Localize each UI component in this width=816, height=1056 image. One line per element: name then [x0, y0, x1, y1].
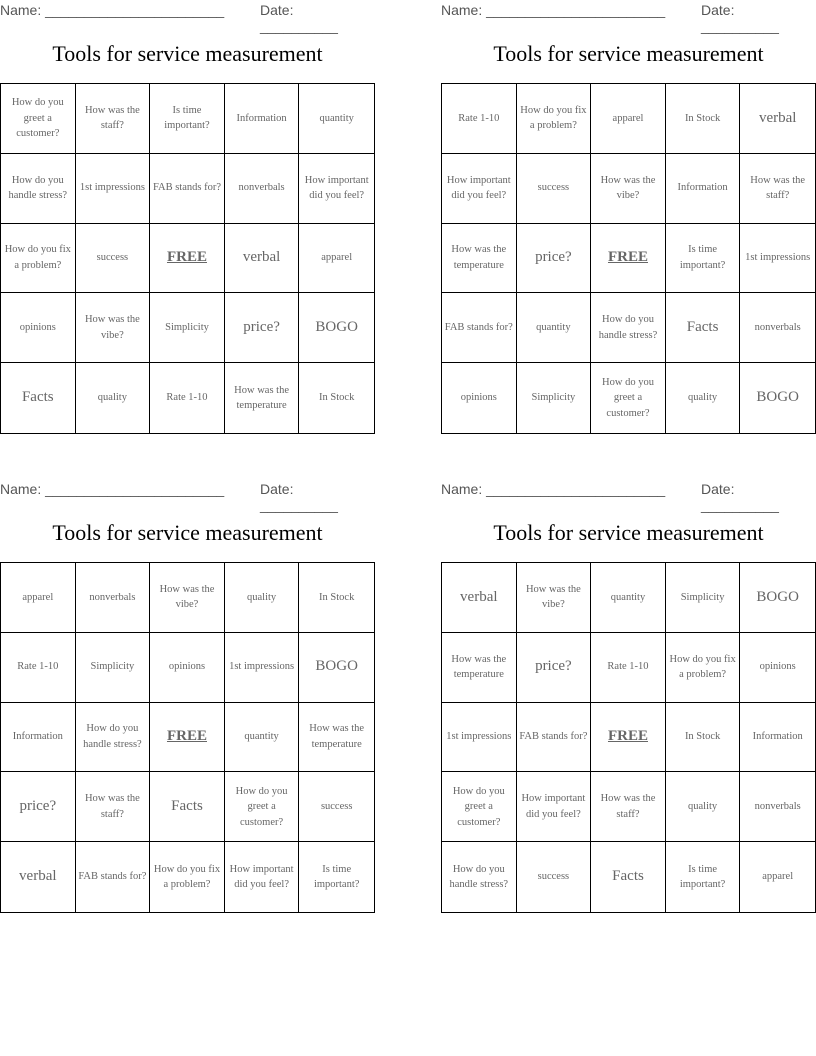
bingo-cell[interactable]: 1st impressions: [76, 154, 151, 224]
bingo-grid: [0, 562, 375, 913]
bingo-cell[interactable]: How do you handle stress?: [442, 842, 517, 912]
bingo-cell[interactable]: Rate 1-10: [591, 633, 666, 703]
bingo-cell[interactable]: How was the temperature: [299, 703, 374, 773]
bingo-cell[interactable]: quality: [225, 563, 300, 633]
bingo-cell[interactable]: Rate 1-10: [150, 363, 225, 433]
bingo-cell[interactable]: How do you handle stress?: [76, 703, 151, 773]
header-line: [0, 2, 375, 34]
bingo-cell[interactable]: success: [76, 224, 151, 294]
bingo-cell[interactable]: nonverbals: [740, 293, 815, 363]
bingo-cell[interactable]: opinions: [1, 293, 76, 363]
bingo-cell[interactable]: Facts: [150, 772, 225, 842]
bingo-cell[interactable]: Rate 1-10: [1, 633, 76, 703]
bingo-cell[interactable]: nonverbals: [225, 154, 300, 224]
date-field[interactable]: Date: __________: [260, 481, 338, 513]
bingo-cell[interactable]: FAB stands for?: [442, 293, 517, 363]
bingo-cell[interactable]: Simplicity: [517, 363, 592, 433]
bingo-cell[interactable]: Facts: [666, 293, 741, 363]
bingo-cell[interactable]: quantity: [225, 703, 300, 773]
bingo-cell[interactable]: BOGO: [299, 633, 374, 703]
bingo-cell[interactable]: Information: [225, 84, 300, 154]
header-line: [441, 2, 816, 34]
card-title: Tools for service measurement: [52, 41, 323, 66]
bingo-cell[interactable]: verbal: [225, 224, 300, 294]
bingo-cell[interactable]: 1st impressions: [225, 633, 300, 703]
bingo-cell[interactable]: apparel: [299, 224, 374, 294]
bingo-cell[interactable]: Facts: [1, 363, 76, 433]
bingo-cell[interactable]: How important did you feel?: [225, 842, 300, 912]
bingo-cell[interactable]: Simplicity: [666, 563, 741, 633]
bingo-cell[interactable]: verbal: [740, 84, 815, 154]
header-line: [0, 481, 375, 513]
bingo-cell[interactable]: FAB stands for?: [517, 703, 592, 773]
bingo-cell[interactable]: How do you greet a customer?: [591, 363, 666, 433]
bingo-cell[interactable]: How was the vibe?: [517, 563, 592, 633]
bingo-cell[interactable]: opinions: [150, 633, 225, 703]
bingo-cell[interactable]: success: [517, 842, 592, 912]
bingo-cell[interactable]: 1st impressions: [442, 703, 517, 773]
bingo-cell[interactable]: Is time important?: [150, 84, 225, 154]
bingo-cell[interactable]: Simplicity: [150, 293, 225, 363]
bingo-cell[interactable]: BOGO: [756, 389, 799, 406]
bingo-cell[interactable]: verbal: [1, 842, 76, 912]
bingo-cell[interactable]: Information: [740, 703, 815, 773]
bingo-cell[interactable]: quality: [666, 363, 741, 433]
bingo-cell[interactable]: Information: [666, 154, 741, 224]
bingo-cell[interactable]: In Stock: [319, 392, 355, 404]
bingo-cell[interactable]: How important did you feel?: [517, 772, 592, 842]
bingo-cell[interactable]: How was the vibe?: [591, 154, 666, 224]
bingo-grid: [441, 83, 816, 434]
bingo-cell[interactable]: Facts: [591, 842, 666, 912]
bingo-cell[interactable]: FAB stands for?: [150, 154, 225, 224]
card-title: Tools for service measurement: [52, 520, 323, 545]
bingo-cell[interactable]: quality: [76, 363, 151, 433]
name-field[interactable]: Name: _______________________: [0, 2, 225, 18]
bingo-cell[interactable]: price?: [1, 772, 76, 842]
bingo-cell[interactable]: In Stock: [666, 703, 741, 773]
bingo-cell[interactable]: nonverbals: [76, 563, 151, 633]
bingo-cell[interactable]: Information: [1, 703, 76, 773]
bingo-cell[interactable]: success: [299, 772, 374, 842]
date-field[interactable]: Date: __________: [260, 2, 338, 34]
bingo-cell[interactable]: BOGO: [299, 293, 374, 363]
bingo-cell[interactable]: Simplicity: [76, 633, 151, 703]
bingo-cell[interactable]: How do you fix a problem?: [666, 633, 741, 703]
name-field[interactable]: Name: _______________________: [0, 481, 225, 497]
name-field[interactable]: Name: _______________________: [441, 481, 666, 497]
bingo-cell[interactable]: In Stock: [299, 563, 374, 633]
bingo-cell[interactable]: quantity: [299, 84, 374, 154]
bingo-cell[interactable]: price?: [517, 633, 592, 703]
bingo-cell[interactable]: How important did you feel?: [299, 154, 374, 224]
free-space[interactable]: FREE: [150, 703, 225, 773]
free-space[interactable]: FREE: [591, 224, 666, 294]
bingo-cell[interactable]: How was the vibe?: [76, 293, 151, 363]
bingo-cell[interactable]: nonverbals: [740, 772, 815, 842]
bingo-cell[interactable]: How do you greet a customer?: [442, 772, 517, 842]
bingo-cell[interactable]: opinions: [442, 363, 517, 433]
bingo-cell[interactable]: How was the temperature: [442, 633, 517, 703]
free-space[interactable]: FREE: [150, 224, 225, 294]
card-title: Tools for service measurement: [493, 520, 764, 545]
bingo-cell[interactable]: success: [517, 154, 592, 224]
bingo-cell[interactable]: apparel: [762, 871, 794, 883]
bingo-cell[interactable]: apparel: [1, 563, 76, 633]
bingo-cell[interactable]: In Stock: [666, 84, 741, 154]
card-title: Tools for service measurement: [493, 41, 764, 66]
bingo-cell[interactable]: 1st impressions: [740, 224, 815, 294]
bingo-cell[interactable]: How do you handle stress?: [591, 293, 666, 363]
bingo-cell[interactable]: How do you greet a customer?: [225, 772, 300, 842]
bingo-cell[interactable]: How was the staff?: [740, 154, 815, 224]
bingo-cell[interactable]: Is time important?: [666, 842, 741, 912]
bingo-cell[interactable]: Is time important?: [666, 224, 741, 294]
bingo-cell[interactable]: BOGO: [740, 563, 815, 633]
bingo-cell[interactable]: How do you fix a problem?: [517, 84, 592, 154]
bingo-cell[interactable]: How was the temperature: [225, 363, 300, 433]
bingo-cell[interactable]: FAB stands for?: [76, 842, 151, 912]
bingo-cell[interactable]: How was the staff?: [76, 84, 151, 154]
header-line: [441, 481, 816, 513]
bingo-cell[interactable]: Rate 1-10: [442, 84, 517, 154]
bingo-cell[interactable]: apparel: [591, 84, 666, 154]
bingo-cell[interactable]: How was the vibe?: [150, 563, 225, 633]
bingo-cell[interactable]: quality: [666, 772, 741, 842]
bingo-cell[interactable]: price?: [225, 293, 300, 363]
bingo-cell[interactable]: How was the temperature: [442, 224, 517, 294]
free-space[interactable]: FREE: [591, 703, 666, 773]
bingo-cell[interactable]: Is time important?: [313, 863, 360, 891]
bingo-cell[interactable]: How do you fix a problem?: [150, 842, 225, 912]
bingo-cell[interactable]: opinions: [740, 633, 815, 703]
bingo-cell[interactable]: verbal: [442, 563, 517, 633]
date-field[interactable]: Date: __________: [701, 2, 779, 34]
bingo-grid: [441, 562, 816, 913]
bingo-cell[interactable]: quantity: [517, 293, 592, 363]
bingo-cell[interactable]: How do you handle stress?: [1, 154, 76, 224]
bingo-cell[interactable]: quantity: [591, 563, 666, 633]
bingo-cell[interactable]: How was the staff?: [76, 772, 151, 842]
date-field[interactable]: Date: __________: [701, 481, 779, 513]
bingo-cell[interactable]: How was the staff?: [591, 772, 666, 842]
bingo-cell[interactable]: How do you fix a problem?: [1, 224, 76, 294]
bingo-grid: [0, 83, 375, 434]
bingo-cell[interactable]: How do you greet a customer?: [1, 84, 76, 154]
bingo-cell[interactable]: price?: [517, 224, 592, 294]
bingo-cell[interactable]: How important did you feel?: [442, 154, 517, 224]
name-field[interactable]: Name: _______________________: [441, 2, 666, 18]
